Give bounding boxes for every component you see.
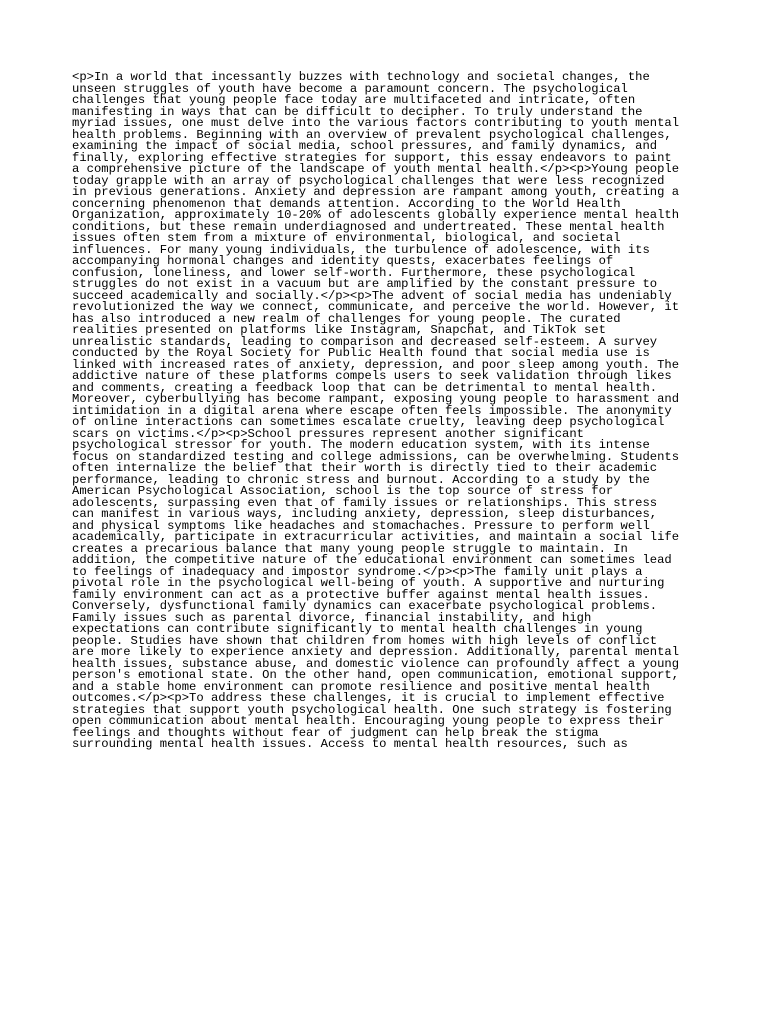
- text-line: and a stable home environment can promote resilience and positive mental health: [72, 679, 650, 694]
- text-line: revolutionized the way we connect, communicate, and perceive the world. However, it: [72, 300, 680, 314]
- text-line: outcomes.</p><p>To address these challenges, it is crucial to implement effective: [72, 691, 665, 705]
- text-line: scars on victims.</p><p>School pressures represent another significant: [72, 426, 584, 441]
- text-line: conditions, but these remain underdiagnosed and undertreated. These mental health: [72, 219, 665, 234]
- text-line: American Psychological Association, school is the top source of stress for: [72, 484, 614, 498]
- text-line: open communication about mental health. Encouraging young people to express their: [72, 714, 665, 728]
- text-line: struggles do not exist in a vacuum but are amplified by the constant pressure to: [72, 277, 658, 291]
- text-line: unrealistic standards, leading to comparison and decreased self-esteem. A survey: [72, 334, 658, 349]
- text-line: addictive nature of these platforms compels users to seek validation through likes: [72, 369, 672, 383]
- text-line: and comments, creating a feedback loop that can be detrimental to mental health.: [72, 380, 658, 395]
- text-line: often internalize the belief that their worth is directly tied to their academic: [72, 461, 658, 475]
- text-line: people. Studies have shown that children from homes with high levels of conflict: [72, 633, 658, 648]
- text-line: health problems. Beginning with an overview of prevalent psychological challenges,: [72, 127, 672, 142]
- text-line: confusion, loneliness, and lower self-worth. Furthermore, these psychological: [72, 265, 636, 280]
- text-line: accompanying hormonal changes and identity quests, exacerbates feelings of: [72, 254, 614, 268]
- text-line: influences. For many young individuals, the turbulence of adolescence, with its: [72, 242, 650, 257]
- text-line: and physical symptoms like headaches and stomachaches. Pressure to perform well: [72, 518, 650, 533]
- text-line: addition, the competitive nature of the educational environment can sometimes lead: [72, 553, 672, 567]
- text-line: feelings and thoughts without fear of judgment can help break the stigma: [72, 725, 599, 740]
- text-line: health issues, substance abuse, and domestic violence can profoundly affect a young: [72, 656, 680, 671]
- text-line: are more likely to experience anxiety and depression. Additionally, parental mental: [72, 645, 680, 659]
- document-page: [72, 72, 700, 751]
- text-line: intimidation in a digital arena where escape often feels impossible. The anonymity: [72, 403, 672, 418]
- text-line: manifesting in ways that can be difficult to decipher. To truly understand the: [72, 104, 643, 119]
- text-line: concerning phenomenon that demands attention. According to the World Health: [72, 196, 621, 211]
- text-line: today grapple with an array of psychological challenges that were less recognized: [72, 173, 665, 188]
- text-line: Family issues such as parental divorce, financial instability, and high: [72, 610, 592, 625]
- text-line: psychological stressor for youth. The modern education system, with its intense: [72, 438, 650, 452]
- text-line: creates a precarious balance that many young people struggle to maintain. In: [72, 541, 628, 556]
- text-line: pivotal role in the psychological well-being of youth. A supportive and nurturing: [72, 576, 665, 590]
- text-line: of online interactions can sometimes escalate cruelty, leaving deep psychological: [72, 415, 665, 429]
- text-line: focus on standardized testing and college admissions, can be overwhelming. Students: [72, 449, 680, 464]
- text-line: unseen struggles of youth have become a paramount concern. The psychological: [72, 81, 628, 96]
- text-line: finally, exploring effective strategies for support, this essay endeavors to paint: [72, 150, 672, 165]
- text-line: <p>In a world that incessantly buzzes with technology and societal changes, the: [72, 70, 650, 84]
- text-line: person's emotional state. On the other hand, open communication, emotional support,: [72, 668, 680, 682]
- text-line: can manifest in various ways, including anxiety, depression, sleep disturbances,: [72, 507, 658, 521]
- text-line: issues often stem from a mixture of environmental, biological, and societal: [72, 231, 621, 245]
- text-line: conducted by the Royal Society for Public Health found that social media use is: [72, 346, 650, 360]
- text-line: Organization, approximately 10-20% of adolescents globally experience mental health: [72, 208, 680, 222]
- text-line: in previous generations. Anxiety and depression are rampant among youth, creating a: [72, 185, 680, 199]
- text-line: examining the impact of social media, school pressures, and family dynamics, and: [72, 139, 658, 153]
- text-line: to feelings of inadequacy and impostor syndrome.</p><p>The family unit plays a: [72, 564, 643, 579]
- text-line: adolescents, surpassing even that of family issues or relationships. This stress: [72, 495, 658, 510]
- text-line: linked with increased rates of anxiety, depression, and poor sleep among youth. The: [72, 357, 680, 372]
- text-line: succeed academically and socially.</p><p>The advent of social media has undeniably: [72, 288, 672, 303]
- text-line: myriad issues, one must delve into the various factors contributing to youth mental: [72, 116, 680, 130]
- text-line: expectations can contribute significantly to mental health challenges in young: [72, 622, 643, 636]
- text-line: family environment can act as a protective buffer against mental health issues.: [72, 587, 650, 602]
- text-line: Moreover, cyberbullying has become rampant, exposing young people to harassment and: [72, 392, 680, 406]
- text-line: strategies that support youth psychological health. One such strategy is fostering: [72, 702, 672, 717]
- text-line: challenges that young people face today are multifaceted and intricate, often: [72, 93, 636, 107]
- text-line: surrounding mental health issues. Access to mental health resources, such as: [72, 737, 628, 751]
- text-line: a comprehensive picture of the landscape of youth mental health.</p><p>Young people: [72, 162, 680, 176]
- text-line: performance, leading to chronic stress and burnout. According to a study by the: [72, 472, 650, 487]
- text-line: academically, participate in extracurricular activities, and maintain a social life: [72, 530, 680, 544]
- text-line: Conversely, dysfunctional family dynamics can exacerbate psychological problems.: [72, 599, 658, 613]
- text-line: realities presented on platforms like Instagram, Snapchat, and TikTok set: [72, 323, 606, 337]
- text-line: has also introduced a new realm of challenges for young people. The curated: [72, 311, 621, 326]
